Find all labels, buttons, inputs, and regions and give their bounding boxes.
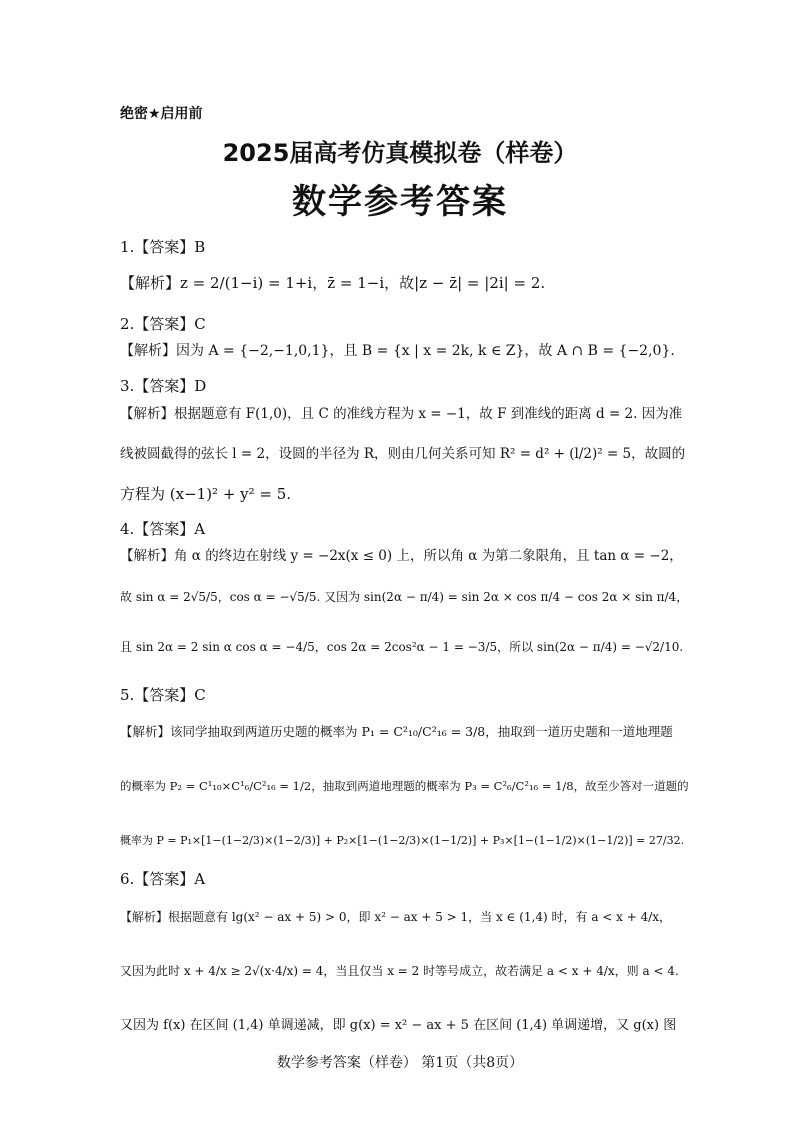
solution-line: 且 sin 2α = 2 sin α cos α = −4/5，cos 2α = 2cos²α − 1 = −3/5，所以 sin(2α − π/4) = −√2/10.: [120, 640, 684, 654]
answer-label: 6.【答案】A: [120, 870, 206, 888]
solution-line: 线被圆截得的弦长 l = 2，设圆的半径为 R，则由几何关系可知 R² = d² + (l/2)² = 5，故圆的: [120, 446, 686, 462]
solution-line: 【解析】角 α 的终边在射线 y = −2x(x ≤ 0) 上，所以角 α 为第二象限角，且 tan α = −2，: [120, 548, 683, 564]
page-title: 数学参考答案: [292, 182, 508, 222]
solution-line: 概率为 P = P₁×[1−(1−2/3)×(1−2/3)] + P₂×[1−(1−2/3)×(1−1/2)] + P₃×[1−(1−1/2)×(1−1/2)] = 27/32.: [120, 834, 685, 847]
solution-line: 又因为 f(x) 在区间 (1,4) 单调递减，即 g(x) = x² − ax + 5 在区间 (1,4) 单调递增，又 g(x) 图: [120, 1018, 677, 1033]
answer-label: 4.【答案】A: [120, 520, 206, 538]
solution-line: 【解析】因为 A = {−2,−1,0,1}，且 B = {x | x = 2k, k ∈ Z}，故 A ∩ B = {−2,0}.: [120, 343, 675, 359]
solution-line: 【解析】z = 2/(1−i) = 1+i，z̄ = 1−i，故|z − z̄| = |2i| = 2.: [120, 274, 546, 292]
page-footer: 数学参考答案（样卷） 第1页（共8页）: [276, 1055, 524, 1071]
solution-line: 方程为 (x−1)² + y² = 5.: [120, 485, 292, 503]
solution-line: 的概率为 P₂ = C¹₁₀×C¹₆/C²₁₆ = 1/2，抽取到两道地理题的概率为 P₃ = C²₆/C²₁₆ = 1/8，故至少答对一道题的: [120, 779, 689, 793]
solution-line: 【解析】根据题意有 lg(x² − ax + 5) > 0，即 x² − ax + 5 > 1，当 x ∈ (1,4) 时，有 a < x + 4/x，: [120, 910, 672, 924]
answer-label: 5.【答案】C: [120, 686, 206, 704]
answer-label: 3.【答案】D: [120, 377, 207, 395]
answer-label: 1.【答案】B: [120, 238, 206, 256]
solution-line: 故 sin α = 2√5/5，cos α = −√5/5. 又因为 sin(2α − π/4) = sin 2α × cos π/4 − cos 2α × sin π/4，: [120, 590, 689, 604]
confidential-mark: 绝密★启用前: [120, 106, 203, 122]
solution-line: 【解析】根据题意有 F(1,0)，且 C 的准线方程为 x = −1，故 F 到准线的距离 d = 2. 因为准: [120, 406, 683, 422]
answer-label: 2.【答案】C: [120, 315, 206, 333]
exam-title: 2025届高考仿真模拟卷（样卷）: [222, 139, 578, 167]
solution-line: 又因为此时 x + 4/x ≥ 2√(x·4/x) = 4，当且仅当 x = 2 时等号成立，故若满足 a < x + 4/x，则 a < 4.: [120, 964, 679, 978]
solution-line: 【解析】该同学抽取到两道历史题的概率为 P₁ = C²₁₀/C²₁₆ = 3/8，抽取到一道历史题和一道地理题: [120, 724, 673, 739]
